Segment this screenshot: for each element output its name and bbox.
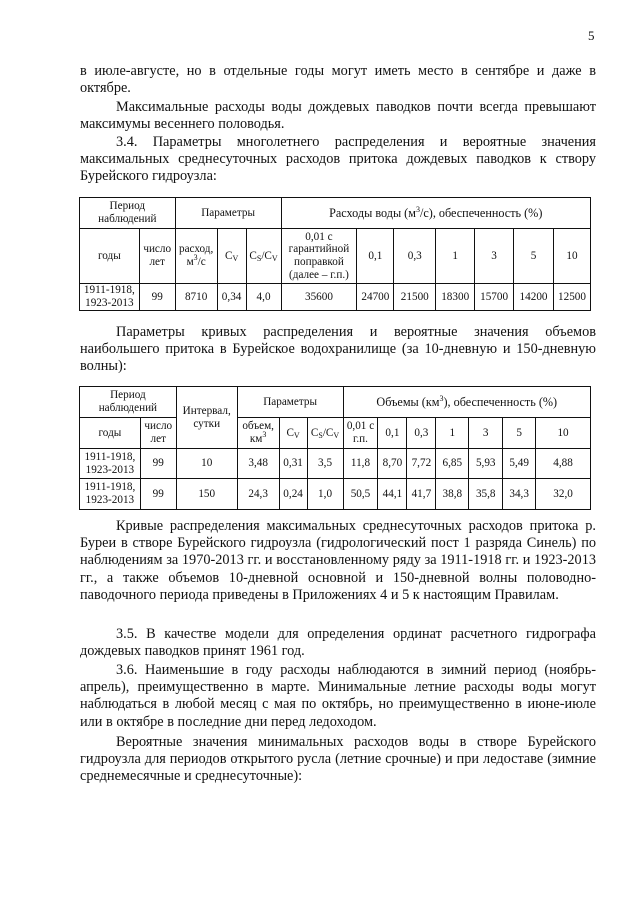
cell-p001: 11,8	[343, 449, 378, 479]
cell-cscv: 3,5	[307, 449, 343, 479]
cell-p001: 50,5	[343, 479, 378, 510]
col-p001: 0,01 с гарантийной поправкой (далее – г.п.)	[281, 229, 357, 284]
page-number: 5	[588, 28, 595, 43]
cell-p03: 7,72	[407, 449, 436, 479]
cell-cv: 0,24	[279, 479, 307, 510]
col-p1: 1	[436, 418, 469, 449]
col-p5: 5	[503, 418, 536, 449]
cell-p5: 14200	[514, 284, 554, 311]
col-p03: 0,3	[407, 418, 436, 449]
col-p3: 3	[469, 418, 503, 449]
section-3-5: 3.5. В качестве модели для определения ординат расчетного гидрографа дождевых паводков принят 1961 год.	[80, 626, 596, 660]
col-p3: 3	[475, 229, 514, 284]
section-3-6: 3.6. Наименьшие в году расходы наблюдаются в зимний период (ноябрь-апрель), преимущественно в марте. Минимальные летние расходы воды могут наблюдаться в любой месяц с мая по октябрь, но преимущественно в июне-июле или в октябре в последние дни перед ледоходом.	[80, 662, 596, 730]
paragraph-distribution-curves: Кривые распределения максимальных среднесуточных расходов притока р. Буреи в створе Бурейского гидроузла (гидрологический пост 1 разряда Синель) по наблюдениям за 1970-2013 гг. и восстановленному ряду за 1911-1918 гг. и 1923-2013 гг., а также объемов 10-дневной основной и 150-дневной волны половодно-паводочного периода приведены в Приложениях 4 и 5 к настоящим Правилам.	[80, 518, 596, 603]
cell-volume: 3,48	[237, 449, 279, 479]
cell-cscv: 1,0	[307, 479, 343, 510]
paragraph-max-flows: Максимальные расходы воды дождевых паводков почти всегда превышают максимумы весеннего половодья.	[80, 99, 596, 133]
cell-years: 1911-1918, 1923-2013	[80, 284, 140, 311]
cell-p3: 15700	[475, 284, 514, 311]
cell-p03: 41,7	[407, 479, 436, 510]
col-cv: $C_V$	[217, 229, 246, 284]
cell-interval: 150	[176, 479, 237, 510]
col-p001: 0,01 с г.п.	[343, 418, 378, 449]
header-period: Период наблюдений	[80, 387, 177, 418]
cell-p01: 44,1	[378, 479, 407, 510]
col-cs-cv: $C_S/C_V$	[246, 229, 281, 284]
cell-cv: 0,31	[279, 449, 307, 479]
col-p01: 0,1	[378, 418, 407, 449]
col-years: годы	[80, 229, 140, 284]
col-number-of-years: число лет	[140, 418, 176, 449]
cell-n: 99	[140, 449, 176, 479]
col-cs-cv: $C_S/C_V$	[307, 418, 343, 449]
cell-n: 99	[139, 284, 175, 311]
cell-cv: 0,34	[217, 284, 246, 311]
section-3-4: 3.4. Параметры многолетнего распределения и вероятные значения максимальных среднесуточных расходов притока дождевых паводков к створу Бурейского гидроузла:	[80, 134, 596, 185]
cell-p10: 4,88	[536, 449, 591, 479]
cell-p1: 38,8	[436, 479, 469, 510]
col-p10: 10	[536, 418, 591, 449]
col-flow: расход, $м^3/с$	[175, 229, 217, 284]
table-row	[80, 479, 591, 510]
col-number-of-years: число лет	[139, 229, 175, 284]
cell-years: 1911-1918, 1923-2013	[80, 449, 141, 479]
cell-p5: 34,3	[503, 479, 536, 510]
col-p10: 10	[553, 229, 590, 284]
paragraph-min-flows: Вероятные значения минимальных расходов воды в створе Бурейского гидроузла для периодов открытого русла (летние срочные) и при ледоставе (зимние среднемесячные и среднесуточные):	[80, 734, 596, 785]
header-period: Период наблюдений	[80, 198, 176, 229]
header-parameters: Параметры	[175, 198, 281, 229]
cell-p001: 35600	[281, 284, 357, 311]
cell-p01: 8,70	[378, 449, 407, 479]
cell-p03: 21500	[394, 284, 436, 311]
table-row	[80, 284, 591, 311]
paragraph-continuation: в июле-августе, но в отдельные годы могут иметь место в сентябре и даже в октябре.	[80, 63, 596, 97]
col-years: годы	[80, 418, 141, 449]
cell-p1: 18300	[436, 284, 475, 311]
cell-cscv: 4,0	[246, 284, 281, 311]
cell-interval: 10	[176, 449, 237, 479]
header-volumes: Объемы $(км^3)$, обеспеченность (%)	[343, 387, 590, 418]
cell-p3: 35,8	[469, 479, 503, 510]
cell-p10: 12500	[553, 284, 590, 311]
cell-p01: 24700	[357, 284, 394, 311]
cell-n: 99	[140, 479, 176, 510]
col-p01: 0,1	[357, 229, 394, 284]
paragraph-volumes-intro: Параметры кривых распределения и вероятные значения объемов наибольшего притока в Бурейское водохранилище (за 10-дневную и 150-дневную волны):	[80, 324, 596, 375]
col-cv: $C_V$	[279, 418, 307, 449]
table-row	[80, 449, 591, 479]
cell-p10: 32,0	[536, 479, 591, 510]
cell-years: 1911-1918, 1923-2013	[80, 479, 141, 510]
header-parameters: Параметры	[237, 387, 343, 418]
cell-p1: 6,85	[436, 449, 469, 479]
rain-flood-flows-table	[79, 197, 591, 311]
inflow-volumes-table	[79, 386, 591, 510]
col-volume: объем, $км^3$	[237, 418, 279, 449]
col-p03: 0,3	[394, 229, 436, 284]
cell-p3: 5,93	[469, 449, 503, 479]
cell-volume: 24,3	[237, 479, 279, 510]
cell-flow: 8710	[175, 284, 217, 311]
cell-p5: 5,49	[503, 449, 536, 479]
col-p5: 5	[514, 229, 554, 284]
header-flows: Расходы воды $(м^3/с)$, обеспеченность (%)	[281, 198, 590, 229]
header-interval: Интервал, сутки	[176, 387, 237, 449]
col-p1: 1	[436, 229, 475, 284]
